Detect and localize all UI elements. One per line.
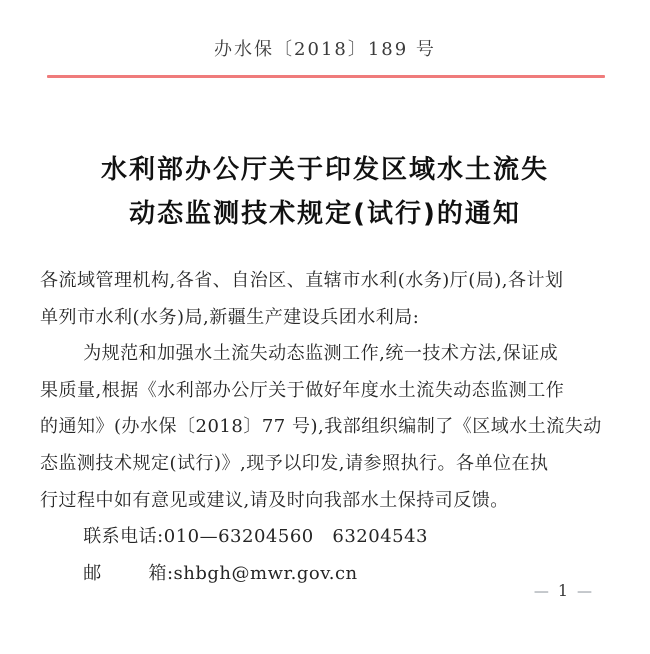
email-label-left: 邮 — [83, 562, 102, 584]
email-address: 箱:shbgh@mwr.gov.cn — [148, 562, 358, 584]
body-line: 态监测技术规定(试行)》,现予以印发,请参照执行。各单位在执 — [40, 452, 549, 474]
body-line: 的通知》(办水保〔2018〕77 号),我部组织编制了《区域水土流失动 — [40, 416, 602, 438]
page-number-dash-right: — — [577, 582, 592, 600]
body-line: 为规范和加强水土流失动态监测工作,统一技术方法,保证成 — [83, 343, 559, 365]
contact-phone-line: 联系电话:010—63204560 63204543 — [83, 526, 429, 548]
page-number-value: 1 — [557, 581, 568, 600]
page-number — [534, 581, 592, 601]
body-line: 果质量,根据《水利部办公厅关于做好年度水土流失动态监测工作 — [40, 379, 565, 401]
document-title — [0, 148, 650, 236]
contact-email-line — [40, 556, 612, 593]
red-divider-line — [47, 75, 605, 78]
title-line-2: 动态监测技术规定(试行)的通知 — [129, 199, 521, 229]
document-body — [40, 263, 612, 592]
salutation-line-1: 各流域管理机构,各省、自治区、直辖市水利(水务)厅(局),各计划 — [40, 270, 564, 291]
page-number-dash-left: — — [533, 582, 549, 600]
body-line: 行过程中如有意见或建议,请及时向我部水土保持司反馈。 — [40, 489, 509, 511]
title-line-1: 水利部办公厅关于印发区域水土流失 — [100, 155, 549, 185]
doc-number: 办水保〔2018〕189 号 — [214, 39, 436, 60]
salutation-line-2: 单列市水利(水务)局,新疆生产建设兵团水利局: — [40, 306, 420, 328]
